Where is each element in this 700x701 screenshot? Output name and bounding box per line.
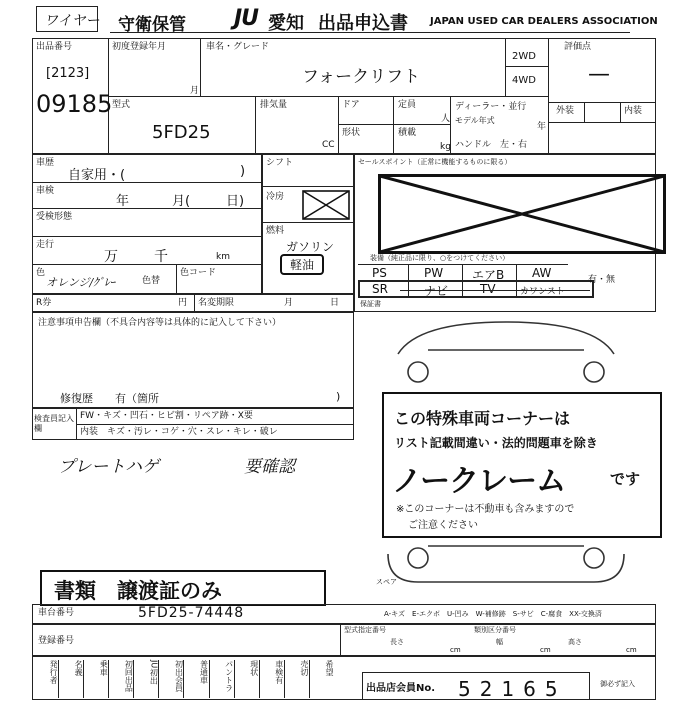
equip-pw: PW [424, 266, 444, 280]
divider [108, 96, 548, 97]
divider [262, 222, 354, 223]
divider [548, 38, 549, 154]
spec-number-label: 型式指定番号 [344, 626, 386, 634]
divider [255, 96, 256, 154]
mileage-km-unit: km [216, 252, 230, 262]
fuel-diesel-circled: 軽油 [280, 254, 324, 275]
load-capacity-kg-unit: kg [440, 142, 451, 152]
equip-aw: AW [532, 266, 552, 280]
repair-history-label: 修復歴 有（箇所 [60, 392, 159, 405]
drive-4wd: 4WD [512, 75, 536, 86]
ac-label: 冷房 [266, 192, 285, 202]
color-label: 色 [36, 268, 46, 278]
divider [262, 186, 354, 187]
grade-value: — [588, 62, 610, 87]
width-label: 幅 [496, 638, 503, 646]
history-block [32, 154, 262, 294]
form-title: 出品申込書 [318, 13, 408, 34]
width-cm-unit: cm [540, 646, 551, 654]
capacity-person-unit: 人 [441, 114, 451, 124]
divider [620, 102, 621, 122]
footer-cell-ju-first: JU初出 [134, 660, 159, 698]
mileage-sen-unit: 千 [154, 249, 168, 265]
divider [505, 66, 548, 67]
handwritten-plate-note: プレートハゲ [58, 457, 159, 477]
handle-label: ハンドル 左・右 [455, 140, 528, 150]
shape-label: 形状 [342, 128, 361, 138]
footer-cell-with-inspection: 車検有 [260, 660, 285, 698]
first-registration-month-unit: 月 [190, 86, 200, 96]
first-registration-label: 初度登録年月 [112, 42, 167, 52]
recycle-row [32, 294, 354, 312]
divider [584, 102, 585, 122]
dealer-import-label: ディーラー・並行 [455, 102, 527, 112]
color-value: オレンジ/ｸﾞﾚｰ [46, 276, 116, 289]
lot-number-value: 09185 [36, 90, 113, 118]
equip-tv: TV [480, 282, 496, 296]
height-label: 高さ [568, 638, 582, 646]
divider [194, 294, 195, 312]
chassis-label: 車台番号 [38, 608, 75, 618]
footer-cell-issuer: 発行者 [34, 660, 59, 698]
inspection-label: 車検 [36, 186, 55, 196]
notice-line-3: ノークレーム [392, 464, 566, 499]
exterior-grade-label: 外装 [556, 106, 575, 116]
equip-sr: SR [372, 282, 388, 296]
recycle-ticket-label: R券 [36, 298, 52, 308]
equip-navi: ナビ [424, 284, 449, 298]
interior-grade-label: 内装 [624, 106, 643, 116]
footer-cell-first-member: 初出会員 [159, 660, 184, 698]
equip-ps: PS [372, 266, 387, 280]
footer-cell-first-listing: 初回出品 [109, 660, 134, 698]
door-label: ドア [342, 100, 360, 110]
equip-airbag: エアB [472, 268, 505, 282]
damage-legend: A-キズ E-エクボ U-凹み W-補修跡 S-サビ C-腐食 XX-交換済 [384, 610, 602, 618]
inspector-exterior-line: FW・キズ・凹石・ヒビ割・リペア跡・X要 [80, 411, 253, 421]
shift-label: シフト [266, 158, 294, 168]
inspection-day: 日) [226, 194, 245, 209]
divider [548, 122, 656, 123]
no-claim-notice [382, 392, 662, 538]
handling-label: 守衛保管 [118, 15, 186, 35]
footer-cells [34, 660, 334, 698]
sales-point-crossed-box [378, 174, 666, 254]
footer-cell-seating: 乗車 [84, 660, 109, 698]
notice-line-2: リスト記載間違い・法的問題車を除き [394, 436, 598, 450]
height-cm-unit: cm [626, 646, 637, 654]
inspection-month: 月( [172, 194, 191, 209]
equipment-label: 装備（純正品に限り、○をつけてください） [370, 254, 510, 262]
drive-2wd: 2WD [512, 51, 536, 62]
category-number-label: 類別区分番号 [474, 626, 516, 634]
footer-cell-holder: 名義 [59, 660, 84, 698]
notes-title: 注意事項申告欄（不具合内容等は具体的に記入して下さい） [38, 318, 282, 328]
notice-line-3-suffix: です [610, 470, 641, 488]
sales-point-label: セールスポイント（正常に機能するものに限る） [358, 158, 512, 166]
lot-bracket-number: [2123] [46, 66, 90, 81]
divider [32, 264, 262, 265]
region-title: 愛知 [268, 13, 304, 34]
ju-logo: JU [234, 6, 259, 31]
name-change-day: 日 [330, 298, 340, 308]
displacement-label: 排気量 [260, 100, 288, 110]
footer-cell-as-is: 現状 [235, 660, 260, 698]
load-capacity-label: 積載 [398, 128, 417, 138]
equip-other: カワンスト [520, 287, 565, 297]
color-code-label: 色コード [180, 268, 217, 278]
org-name-english: JAPAN USED CAR DEALERS ASSOCIATION [430, 16, 658, 27]
recycle-yen-unit: 円 [178, 298, 188, 308]
mileage-man-unit: 万 [104, 249, 118, 265]
fuel-label: 燃料 [266, 226, 285, 236]
divider [358, 264, 568, 265]
usage-value: 自家用・( [68, 168, 126, 183]
capacity-label: 定員 [398, 100, 417, 110]
model-value: 5FD25 [152, 122, 211, 143]
notice-line-4: ※このコーナーは不動車も含みますので [396, 504, 575, 515]
name-change-month: 月 [284, 298, 294, 308]
inspector-label: 検査員記入欄 [34, 414, 74, 433]
fuel-gasoline: ガソリン [286, 240, 335, 254]
documents-stamp [40, 570, 326, 606]
divider [340, 624, 341, 656]
model-year-label: モデル年式 [455, 116, 495, 125]
divider [505, 38, 506, 96]
footer-cell-desired: 希望 [324, 660, 334, 676]
repair-history-close: ) [336, 390, 341, 403]
ac-crossed-box [302, 190, 350, 220]
notice-line-5: ご注意ください [408, 520, 478, 531]
warranty-label: 保証書 [360, 300, 381, 308]
inspector-interior-line: 内装 キズ・汚レ・コゲ・穴・スレ・キレ・破レ [80, 427, 278, 437]
notice-line-1: この特殊車両コーナーは [394, 409, 571, 428]
divider [338, 96, 339, 154]
inspection-year: 年 [116, 194, 130, 209]
corner-tag-handwritten: ワイヤー [44, 13, 100, 29]
divider [548, 102, 656, 103]
mileage-label: 走行 [36, 240, 55, 250]
usage-label: 車歴 [36, 158, 55, 168]
chassis-value: 5FD25-74448 [138, 605, 245, 621]
dealer-member-number-label: 出品店会員No. [366, 683, 436, 694]
usage-close: ) [240, 164, 246, 179]
equip-strike-line [400, 290, 590, 291]
length-label: 長さ [390, 638, 404, 646]
car-name-label: 車名・グレード [206, 42, 270, 52]
divider [393, 96, 394, 154]
footer-cell-regular-car: 普通車 [184, 660, 209, 698]
documents-stamp-text: 書類 譲渡証のみ [54, 579, 222, 603]
registration-number-label: 登録番号 [38, 636, 75, 646]
handwritten-check-note: 要確認 [244, 457, 295, 477]
divider [176, 264, 177, 294]
dealer-member-number: 52165 [458, 677, 567, 701]
footer-cell-pantra: パントラ [210, 660, 235, 698]
lot-number-label: 出品番号 [36, 42, 73, 52]
model-year-unit: 年 [537, 122, 547, 132]
spare-tire-label: スペア [376, 578, 397, 586]
divider [32, 182, 262, 183]
divider [32, 236, 262, 237]
divider [200, 38, 201, 96]
equip-row2-outline [358, 280, 594, 298]
must-fill-label: 御必ず記入 [600, 680, 635, 688]
car-name-value: フォークリフト [302, 67, 421, 87]
inspection-type-label: 受検形態 [36, 212, 73, 222]
name-change-deadline-label: 名変期限 [198, 298, 235, 308]
displacement-cc-unit: CC [322, 140, 335, 150]
color-change-label: 色替 [142, 276, 161, 286]
equipment-presence-label: 有・無 [588, 275, 616, 285]
divider [338, 124, 450, 125]
divider [76, 424, 354, 425]
footer-cell-sell-out: 売切 [285, 660, 310, 698]
length-cm-unit: cm [450, 646, 461, 654]
model-label: 型式 [112, 100, 131, 110]
grade-label: 評価点 [564, 42, 592, 52]
